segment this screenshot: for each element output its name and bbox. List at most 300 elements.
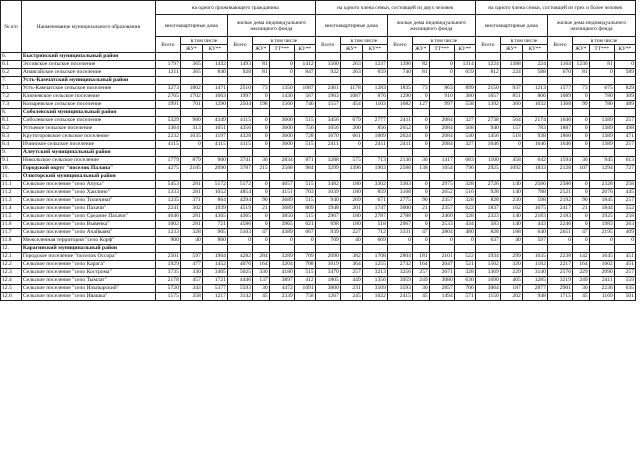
table-cell: 445 bbox=[614, 189, 635, 197]
table-cell bbox=[572, 53, 589, 61]
table-cell: 449 bbox=[340, 277, 362, 285]
table-cell: 1619 bbox=[315, 261, 340, 269]
table-cell: 328 bbox=[454, 269, 475, 277]
table-cell: 1285 bbox=[522, 277, 547, 285]
row-number: 7.1 bbox=[1, 85, 22, 93]
table-cell: 1983 bbox=[589, 221, 614, 229]
table-cell: 515 bbox=[294, 117, 315, 125]
table-cell bbox=[253, 77, 270, 85]
table-cell bbox=[547, 173, 572, 181]
table-row bbox=[1, 229, 636, 237]
table-cell: 597 bbox=[180, 253, 202, 261]
table-cell bbox=[522, 77, 547, 85]
row-name: Карагинский муниципальный район bbox=[21, 245, 155, 253]
row-number: 7.2 bbox=[1, 93, 22, 101]
row-number: 12.3 bbox=[1, 269, 22, 277]
header-g2-total1: Всего bbox=[315, 37, 340, 53]
table-cell bbox=[522, 109, 547, 117]
table-cell: 1721 bbox=[202, 277, 227, 285]
table-cell: 140 bbox=[500, 181, 522, 189]
table-cell: 1314 bbox=[454, 61, 475, 69]
table-cell: 2651 bbox=[547, 229, 572, 237]
table-cell: 3140 bbox=[522, 269, 547, 277]
header-group3: на одного члена семьи, состоящей из трех и более человек bbox=[475, 1, 635, 15]
table-cell bbox=[315, 77, 340, 85]
row-name: Сельское поселение "село Кострома" bbox=[21, 269, 155, 277]
table-cell: 371 bbox=[180, 197, 202, 205]
table-cell: 642 bbox=[522, 157, 547, 165]
table-cell: 313 bbox=[180, 125, 202, 133]
table-row bbox=[1, 69, 636, 77]
header-g2-ku1: КУ** bbox=[362, 45, 387, 53]
table-cell: 2236 bbox=[589, 285, 614, 293]
table-cell: 588 bbox=[522, 69, 547, 77]
table-cell: 0 bbox=[412, 221, 429, 229]
table-cell: 1213 bbox=[522, 85, 547, 93]
table-cell bbox=[362, 245, 387, 253]
table-cell: 3302 bbox=[362, 181, 387, 189]
table-cell bbox=[412, 173, 429, 181]
table-cell: 1092 bbox=[500, 165, 522, 173]
table-cell: 2901 bbox=[547, 285, 572, 293]
table-cell: 922 bbox=[315, 69, 340, 77]
table-cell: 1779 bbox=[155, 157, 180, 165]
table-cell: 409 bbox=[614, 229, 635, 237]
table-cell: 0 bbox=[253, 117, 270, 125]
row-number: 11.7 bbox=[1, 229, 22, 237]
row-number: 12.1 bbox=[1, 253, 22, 261]
table-cell: 2877 bbox=[522, 285, 547, 293]
row-name: Соболевское сельское поселение bbox=[21, 117, 155, 125]
table-cell: 1368 bbox=[547, 101, 572, 109]
table-cell: 4356 bbox=[227, 125, 252, 133]
row-name: Городской округ "поселок Палана" bbox=[21, 165, 155, 173]
table-cell: 2967 bbox=[315, 213, 340, 221]
table-cell: 2128 bbox=[547, 165, 572, 173]
table-cell: 498 bbox=[614, 125, 635, 133]
table-cell bbox=[475, 245, 500, 253]
table-cell: 706 bbox=[454, 285, 475, 293]
table-cell: 257 bbox=[614, 117, 635, 125]
table-cell: 5025 bbox=[227, 269, 252, 277]
table-cell: 3600 bbox=[269, 141, 294, 149]
table-cell: 1009 bbox=[362, 133, 387, 141]
header-g3-zhu1: ЖУ* bbox=[500, 45, 522, 53]
header-g2-tt: ТТ*** bbox=[429, 45, 454, 53]
table-cell: 713 bbox=[362, 157, 387, 165]
table-cell: 1657 bbox=[475, 93, 500, 101]
table-cell: 457 bbox=[180, 277, 202, 285]
table-cell: 5329 bbox=[155, 117, 180, 125]
table-row bbox=[1, 53, 636, 61]
table-cell: 405 bbox=[500, 277, 522, 285]
header-g1-izhs: жилые дома индивидуального жилищного фонда bbox=[227, 15, 315, 37]
table-cell: 4115 bbox=[227, 117, 252, 125]
table-cell: 2533 bbox=[429, 221, 454, 229]
table-cell: 516 bbox=[454, 189, 475, 197]
table-cell bbox=[294, 245, 315, 253]
table-cell: 1430 bbox=[269, 93, 294, 101]
table-cell: 471 bbox=[614, 133, 635, 141]
table-cell bbox=[500, 245, 522, 253]
row-number: 11.5 bbox=[1, 213, 22, 221]
table-cell: 249 bbox=[412, 277, 429, 285]
table-cell: 269 bbox=[340, 197, 362, 205]
table-cell: 2460 bbox=[429, 213, 454, 221]
table-cell: 2726 bbox=[475, 181, 500, 189]
table-cell: 2076 bbox=[589, 189, 614, 197]
table-cell: 0 bbox=[294, 237, 315, 245]
row-name: Ключевское сельское поселение bbox=[21, 93, 155, 101]
table-cell bbox=[475, 77, 500, 85]
table-cell: 1560 bbox=[269, 101, 294, 109]
table-cell: 3482 bbox=[315, 181, 340, 189]
table-cell: 1396 bbox=[387, 61, 412, 69]
table-cell: 3600 bbox=[269, 125, 294, 133]
table-cell: 327 bbox=[454, 141, 475, 149]
table-cell: 0 bbox=[227, 237, 252, 245]
header-g3-incl2: в том числе bbox=[572, 37, 635, 45]
row-number: 12.2 bbox=[1, 261, 22, 269]
header-g1-tt: ТТ*** bbox=[269, 45, 294, 53]
table-cell: 3080 bbox=[429, 277, 454, 285]
table-cell: 4349 bbox=[202, 117, 227, 125]
table-cell: 3000 bbox=[387, 205, 412, 213]
table-cell: 1670 bbox=[315, 133, 340, 141]
table-cell: 746 bbox=[294, 101, 315, 109]
table-cell bbox=[412, 245, 429, 253]
table-cell: 320 bbox=[500, 261, 522, 269]
table-cell: 281 bbox=[180, 181, 202, 189]
table-cell: 515 bbox=[294, 197, 315, 205]
table-cell: 863 bbox=[429, 85, 454, 93]
header-g3-mkd: многоквартирные дома bbox=[475, 15, 547, 37]
table-cell: 1356 bbox=[362, 277, 387, 285]
table-cell: 597 bbox=[522, 237, 547, 245]
header-g3-tt: ТТ*** bbox=[589, 45, 614, 53]
table-cell: 667 bbox=[294, 229, 315, 237]
table-cell: 2183 bbox=[547, 213, 572, 221]
row-name: Сельское поселение "село Хаилино" bbox=[21, 189, 155, 197]
table-cell: 137 bbox=[253, 277, 270, 285]
table-cell: 263 bbox=[340, 69, 362, 77]
table-cell: 0 bbox=[412, 181, 429, 189]
table-cell bbox=[429, 53, 454, 61]
table-cell bbox=[454, 109, 475, 117]
table-cell bbox=[340, 53, 362, 61]
table-cell: 5103 bbox=[227, 229, 252, 237]
table-cell: 1690 bbox=[475, 277, 500, 285]
table-cell: 1089 bbox=[547, 93, 572, 101]
table-cell: 257 bbox=[614, 269, 635, 277]
table-cell: 552 bbox=[614, 205, 635, 213]
table-cell: 518 bbox=[362, 221, 387, 229]
table-cell: 263 bbox=[614, 221, 635, 229]
table-cell: 81 bbox=[572, 69, 589, 77]
table-cell bbox=[429, 245, 454, 253]
table-cell bbox=[155, 109, 180, 117]
table-cell bbox=[155, 53, 180, 61]
table-cell: 3331 bbox=[387, 229, 412, 237]
row-number: 11.6 bbox=[1, 221, 22, 229]
table-cell: 0 bbox=[412, 237, 429, 245]
table-cell: 1837 bbox=[475, 205, 500, 213]
table-cell: 5377 bbox=[202, 285, 227, 293]
table-row bbox=[1, 117, 636, 125]
table-cell bbox=[227, 245, 252, 253]
table-cell bbox=[315, 109, 340, 117]
table-cell: 140 bbox=[500, 213, 522, 221]
table-cell: 788 bbox=[522, 189, 547, 197]
row-number: 8.1 bbox=[1, 117, 22, 125]
table-row bbox=[1, 293, 636, 301]
row-number: 11.1 bbox=[1, 181, 22, 189]
table-cell bbox=[155, 149, 180, 157]
table-cell: 1682 bbox=[387, 101, 412, 109]
table-cell: 198 bbox=[253, 101, 270, 109]
table-row bbox=[1, 77, 636, 85]
table-cell: 2238 bbox=[547, 253, 572, 261]
table-cell: 164 bbox=[412, 261, 429, 269]
table-cell: 21 bbox=[253, 205, 270, 213]
table-cell: 1389 bbox=[589, 133, 614, 141]
table-cell: 1860 bbox=[547, 133, 572, 141]
table-cell bbox=[412, 109, 429, 117]
table-cell: 4365 bbox=[202, 213, 227, 221]
table-cell: 180 bbox=[340, 189, 362, 197]
table-cell: 0 bbox=[614, 61, 635, 69]
table-cell: 847 bbox=[294, 69, 315, 77]
table-cell bbox=[522, 149, 547, 157]
table-cell: 4657 bbox=[269, 181, 294, 189]
header-g2-zhu2: ЖУ* bbox=[412, 45, 429, 53]
table-cell: 4646 bbox=[155, 213, 180, 221]
table-cell: 40 bbox=[500, 237, 522, 245]
table-cell: 709 bbox=[315, 237, 340, 245]
table-cell: 828 bbox=[475, 229, 500, 237]
row-name: Соболевский муниципальный район bbox=[21, 109, 155, 117]
table-cell: 1646 bbox=[522, 141, 547, 149]
table-cell: 360 bbox=[500, 101, 522, 109]
table-cell: 451 bbox=[614, 253, 635, 261]
table-cell: 1389 bbox=[589, 125, 614, 133]
table-cell: 0 bbox=[412, 141, 429, 149]
header-g1-total1: Всего bbox=[155, 37, 180, 53]
table-cell: 712 bbox=[362, 229, 387, 237]
table-cell: 2084 bbox=[429, 125, 454, 133]
table-cell: 0 bbox=[572, 213, 589, 221]
header-g2-zhu1: ЖУ* bbox=[340, 45, 362, 53]
table-cell: 728 bbox=[294, 133, 315, 141]
table-cell: 328 bbox=[454, 181, 475, 189]
table-cell: 871 bbox=[294, 157, 315, 165]
table-cell: 740 bbox=[387, 69, 412, 77]
table-cell: 2765 bbox=[155, 93, 180, 101]
table-cell bbox=[180, 173, 202, 181]
table-row bbox=[1, 221, 636, 229]
table-cell bbox=[253, 109, 270, 117]
table-cell: 2652 bbox=[387, 125, 412, 133]
table-cell: 1934 bbox=[475, 253, 500, 261]
table-cell bbox=[522, 245, 547, 253]
table-cell: 180 bbox=[340, 181, 362, 189]
table-cell: 806 bbox=[522, 93, 547, 101]
table-cell: 328 bbox=[454, 213, 475, 221]
table-cell: 45 bbox=[572, 293, 589, 301]
table-cell: 3289 bbox=[269, 253, 294, 261]
table-cell bbox=[362, 149, 387, 157]
row-name: Сельское поселение "село Апука" bbox=[21, 181, 155, 189]
table-cell: 258 bbox=[614, 213, 635, 221]
table-cell bbox=[269, 149, 294, 157]
table-cell: 5172 bbox=[202, 181, 227, 189]
table-cell: 0 bbox=[253, 237, 270, 245]
table-cell: 45 bbox=[253, 293, 270, 301]
table-cell bbox=[340, 245, 362, 253]
table-cell: 1715 bbox=[547, 293, 572, 301]
row-name: Козыревское сельское поселение bbox=[21, 101, 155, 109]
table-cell: 1294 bbox=[589, 165, 614, 173]
table-cell: 669 bbox=[362, 237, 387, 245]
row-name: Усть-Камчатское сельское поселение bbox=[21, 85, 155, 93]
row-number: 10. bbox=[1, 165, 22, 173]
row-name: Сельское поселение "село Ачайваям" bbox=[21, 229, 155, 237]
table-cell bbox=[475, 53, 500, 61]
row-number: 11.3 bbox=[1, 197, 22, 205]
table-cell: 1494 bbox=[429, 293, 454, 301]
table-cell: 851 bbox=[500, 93, 522, 101]
table-cell bbox=[362, 173, 387, 181]
table-cell: 47 bbox=[253, 229, 270, 237]
table-cell: 3303 bbox=[387, 181, 412, 189]
table-cell: 73 bbox=[572, 85, 589, 93]
table-cell: 0 bbox=[253, 221, 270, 229]
table-cell: 3405 bbox=[202, 269, 227, 277]
row-number: 12. bbox=[1, 245, 22, 253]
table-row bbox=[1, 173, 636, 181]
table-cell: 1797 bbox=[155, 61, 180, 69]
table-cell: 2084 bbox=[429, 133, 454, 141]
table-cell: 30 bbox=[412, 285, 429, 293]
table-cell bbox=[429, 173, 454, 181]
table-row bbox=[1, 277, 636, 285]
table-cell bbox=[500, 77, 522, 85]
table-cell: 1182 bbox=[522, 261, 547, 269]
table-cell: 0 bbox=[572, 181, 589, 189]
header-g1-mkd: многоквартирные дома bbox=[155, 15, 227, 37]
row-name: Эссовское сельское поселение bbox=[21, 61, 155, 69]
table-cell: 640 bbox=[522, 229, 547, 237]
table-cell: 21 bbox=[572, 205, 589, 213]
table-cell: 180 bbox=[340, 221, 362, 229]
table-cell: 1500 bbox=[315, 61, 340, 69]
table-cell: 1493 bbox=[227, 61, 252, 69]
table-cell: 3600 bbox=[269, 117, 294, 125]
table-cell: 480 bbox=[454, 229, 475, 237]
table-cell: 4076 bbox=[227, 261, 252, 269]
table-cell: 0 bbox=[253, 125, 270, 133]
table-cell: 2084 bbox=[429, 117, 454, 125]
table-cell: 683 bbox=[454, 157, 475, 165]
table-cell: 2788 bbox=[387, 213, 412, 221]
table-cell: 1150 bbox=[475, 293, 500, 301]
table-cell: 1903 bbox=[362, 165, 387, 173]
table-cell: 458 bbox=[500, 157, 522, 165]
row-number: 12.6 bbox=[1, 293, 22, 301]
table-cell bbox=[202, 245, 227, 253]
table-cell bbox=[547, 53, 572, 61]
table-cell: 948 bbox=[522, 293, 547, 301]
table-cell bbox=[429, 109, 454, 117]
row-name: Никольское сельское поселение bbox=[21, 157, 155, 165]
table-cell: 3600 bbox=[269, 133, 294, 141]
header-g3-total2: Всего bbox=[547, 37, 572, 53]
table-cell: 0 bbox=[412, 213, 429, 221]
table-cell: 1654 bbox=[429, 165, 454, 173]
table-cell bbox=[180, 53, 202, 61]
table-cell: 2775 bbox=[387, 197, 412, 205]
table-cell: 30 bbox=[253, 285, 270, 293]
table-cell: 2777 bbox=[362, 117, 387, 125]
table-cell: 3741 bbox=[227, 157, 252, 165]
table-cell: 1178 bbox=[340, 85, 362, 93]
table-cell: 0 bbox=[572, 237, 589, 245]
table-cell: 727 bbox=[614, 165, 635, 173]
table-cell: 2246 bbox=[547, 221, 572, 229]
table-cell: 2090 bbox=[202, 165, 227, 173]
table-cell: 2411 bbox=[589, 277, 614, 285]
table-cell: 0 bbox=[412, 125, 429, 133]
table-cell: 81 bbox=[253, 61, 270, 69]
table-cell: 1039 bbox=[315, 189, 340, 197]
table-cell: 0 bbox=[547, 237, 572, 245]
table-cell: 1087 bbox=[340, 93, 362, 101]
table-cell: 5453 bbox=[155, 181, 180, 189]
table-cell bbox=[202, 149, 227, 157]
header-num: № п/п bbox=[1, 1, 22, 53]
table-cell bbox=[454, 77, 475, 85]
table-cell: 5172 bbox=[227, 181, 252, 189]
table-cell: 47 bbox=[572, 229, 589, 237]
table-cell: 330 bbox=[253, 269, 270, 277]
table-row bbox=[1, 133, 636, 141]
table-cell: 1997 bbox=[227, 93, 252, 101]
table-cell bbox=[269, 53, 294, 61]
table-cell bbox=[614, 109, 635, 117]
table-cell: 1224 bbox=[475, 61, 500, 69]
table-cell: 224 bbox=[522, 61, 547, 69]
table-cell bbox=[547, 149, 572, 157]
table-cell: 5593 bbox=[227, 285, 252, 293]
header-g2-incl1: в том числе bbox=[340, 37, 387, 45]
table-cell: 0 bbox=[412, 93, 429, 101]
table-cell: 1052 bbox=[202, 189, 227, 197]
table-cell bbox=[572, 245, 589, 253]
table-cell: 2241 bbox=[155, 205, 180, 213]
table-cell bbox=[454, 173, 475, 181]
table-row bbox=[1, 125, 636, 133]
table-cell: 1233 bbox=[155, 229, 180, 237]
table-cell: 380 bbox=[454, 93, 475, 101]
table-cell: 1103 bbox=[362, 101, 387, 109]
table-cell: 1887 bbox=[547, 125, 572, 133]
row-name: Быстринский муниципальный район bbox=[21, 53, 155, 61]
table-cell: 73 bbox=[412, 85, 429, 93]
table-cell: 622 bbox=[454, 205, 475, 213]
table-cell: 2671 bbox=[429, 269, 454, 277]
table-cell: 4586 bbox=[227, 221, 252, 229]
table-cell: 3470 bbox=[315, 269, 340, 277]
